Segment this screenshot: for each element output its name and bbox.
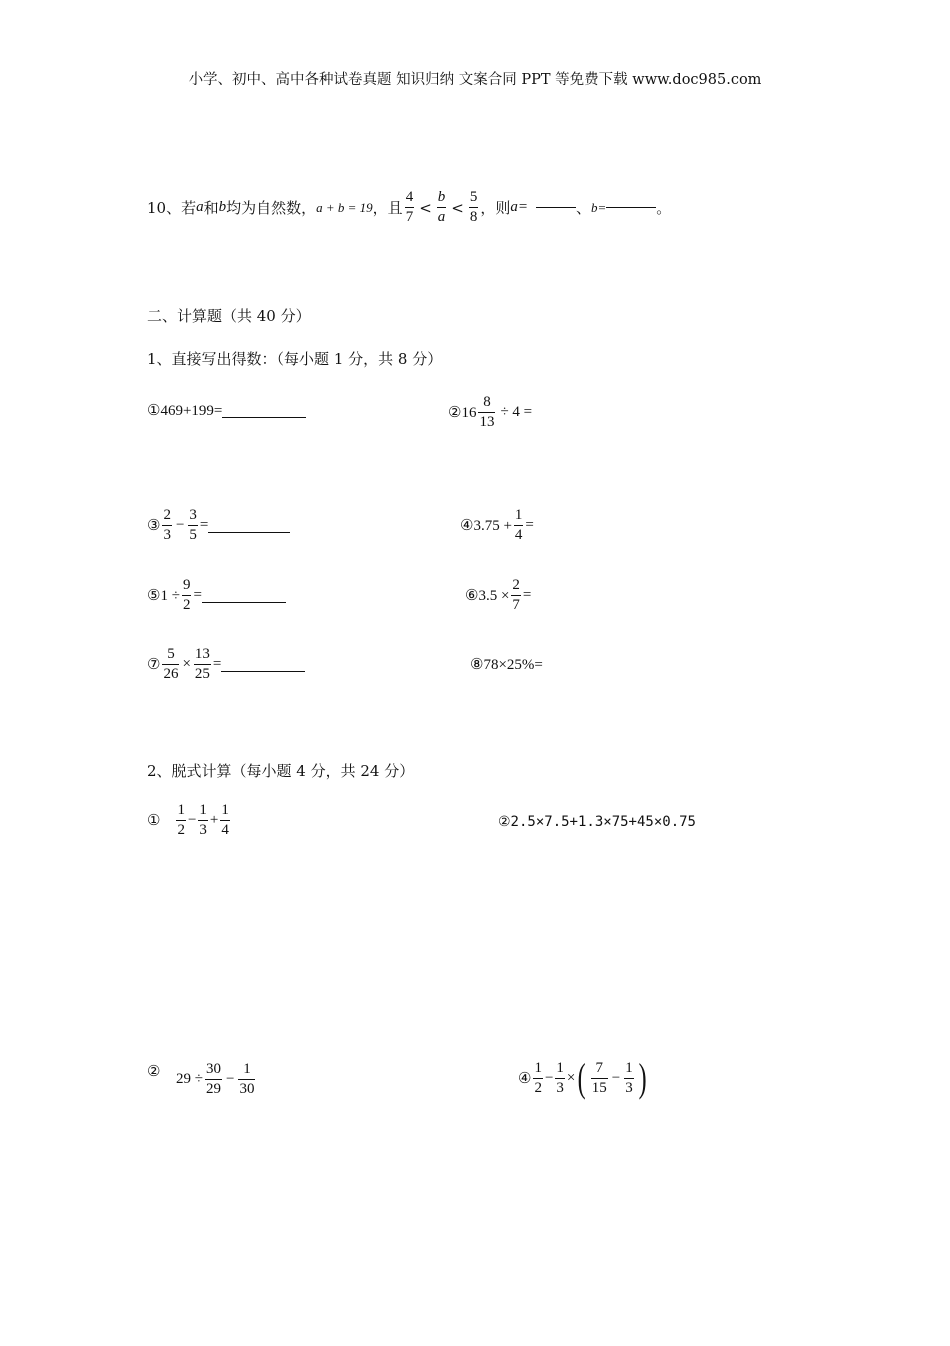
problem-3-b-den: 5: [189, 527, 197, 543]
calc-q4-fraction-c: [591, 1061, 608, 1096]
problem-5: [147, 578, 286, 613]
calc-question-3-label: ②: [147, 1064, 161, 1080]
problem-7-fraction-b: [194, 647, 211, 682]
problem-7-a-den: 26: [163, 666, 179, 682]
calc-q1-a-den: 2: [177, 822, 185, 838]
q10-qie: ，且: [372, 199, 403, 217]
calc-q1-op1: −: [187, 812, 197, 828]
calc-question-2: ②2.5×7.5+1.3×75+45×0.75: [498, 814, 696, 830]
problem-7-a-num: 5: [167, 646, 175, 662]
problem-3-eq: =: [199, 517, 209, 533]
calc-q1-b-num: 1: [199, 802, 207, 818]
calc-q1-op2: +: [209, 812, 219, 828]
problem-6-fraction: [511, 578, 521, 613]
problem-7-eq: =: [212, 656, 222, 672]
problem-2: [448, 395, 532, 430]
q10-ze: ，则: [480, 199, 511, 217]
calc-q4-a-num: 1: [534, 1059, 542, 1076]
calc-question-1: [147, 803, 232, 838]
q10-prefix: 10、若: [147, 199, 197, 217]
problem-6-eq: =: [522, 587, 532, 603]
calc-q4-c-den: 15: [591, 1079, 607, 1096]
problem-7: [147, 647, 305, 682]
problem-5-num: 9: [182, 577, 191, 593]
problem-4-fraction: [514, 508, 524, 543]
question-10: [147, 190, 671, 225]
calc-q4-label: ④: [518, 1070, 532, 1087]
problem-8: ⑧78×25%=: [470, 657, 543, 673]
q10-f1-num: 4: [405, 189, 414, 205]
calc-q1-fraction-b: [198, 803, 208, 838]
problem-3-a-den: 3: [163, 527, 171, 543]
calc-q4-b-num: 1: [556, 1059, 564, 1076]
calc-q3-a-num: 30: [205, 1061, 221, 1077]
problem-5-fraction: [182, 578, 192, 613]
calc-q4-op2: ×: [566, 1069, 576, 1086]
calc-q4-a-den: 2: [534, 1079, 542, 1096]
calc-q3-pre: 29 ÷: [176, 1071, 203, 1087]
calc-q3-b-den: 30: [239, 1081, 255, 1097]
problem-3-fraction-a: [162, 508, 172, 543]
q10-fraction-3: [469, 190, 479, 225]
problem-6-num: 2: [512, 577, 520, 593]
q10-f3-num: 5: [469, 189, 478, 205]
calc-q4-left-paren: (: [578, 1055, 587, 1100]
problem-2-num: 8: [483, 394, 491, 410]
problem-7-label: ⑦: [147, 657, 161, 673]
calc-q3-a-den: 29: [205, 1081, 221, 1097]
q10-end: 。: [656, 199, 672, 217]
calc-q4-d-num: 1: [625, 1059, 633, 1076]
q10-fraction-1: [405, 190, 415, 225]
q10-lt-1: <: [419, 198, 432, 217]
problem-2-den: 13: [479, 414, 495, 430]
calc-q4-op1: −: [544, 1069, 554, 1086]
calc-q4-b-den: 3: [556, 1079, 564, 1096]
problem-6: [465, 578, 531, 613]
q10-f2-num: b: [437, 189, 446, 205]
problem-1: [147, 401, 306, 420]
q10-f3-den: 8: [469, 209, 478, 225]
calc-q1-a-num: 1: [177, 802, 185, 818]
calc-question-3: [176, 1062, 257, 1097]
q10-he: 和: [203, 199, 219, 217]
page-header: 小学、初中、高中各种试卷真题 知识归纳 文案合同 PPT 等免费下载 www.doc985.com: [188, 72, 762, 88]
problem-4-label: ④3.75 +: [460, 518, 512, 534]
q10-var-b: b: [218, 199, 227, 215]
calc-q4-d-den: 3: [625, 1079, 633, 1096]
problem-3-fraction-b: [188, 508, 198, 543]
problem-5-label: ⑤1 ÷: [147, 588, 180, 604]
problem-2-label: ②16: [448, 405, 477, 421]
problem-7-op: ×: [182, 656, 191, 672]
problem-7-fraction-a: [162, 647, 179, 682]
calc-q4-op3: −: [611, 1069, 621, 1086]
problem-1-answer-blank[interactable]: [222, 403, 306, 418]
part-1-title: 1、直接写出得数：（每小题 1 分，共 8 分）: [147, 350, 443, 368]
problem-6-label: ⑥3.5 ×: [465, 588, 510, 604]
calc-q1-c-den: 4: [221, 822, 229, 838]
problem-7-b-den: 25: [194, 666, 210, 682]
problem-4-eq: =: [525, 517, 534, 533]
calc-q4-fraction-d: [624, 1061, 634, 1096]
problem-3-op: −: [175, 517, 185, 533]
problem-4-den: 4: [514, 527, 523, 543]
problem-5-answer-blank[interactable]: [202, 588, 286, 603]
problem-4-num: 1: [514, 507, 523, 523]
q10-var-a: a: [196, 199, 204, 215]
calc-q4-fraction-a: [533, 1061, 543, 1096]
problem-2-tail: ÷ 4 =: [500, 404, 533, 420]
q10-f1-den: 7: [405, 209, 414, 225]
problem-5-den: 2: [182, 597, 191, 613]
problem-7-answer-blank[interactable]: [221, 657, 305, 672]
calc-q3-b-num: 1: [243, 1061, 251, 1077]
problem-4: [460, 508, 534, 543]
calc-q3-op: −: [225, 1071, 235, 1087]
q10-fraction-2: [437, 190, 447, 225]
calc-q1-c-num: 1: [221, 802, 229, 818]
q10-answer-a-blank[interactable]: [536, 207, 576, 208]
problem-6-den: 7: [512, 597, 520, 613]
q10-lt-2: <: [451, 198, 464, 217]
q10-answer-b-blank[interactable]: [606, 207, 656, 208]
q10-a-eq: a=: [510, 199, 528, 215]
problem-5-eq: =: [193, 587, 202, 603]
calc-q3-fraction-a: [205, 1062, 222, 1097]
problem-1-expr: ①469+199=: [147, 403, 223, 419]
q10-mid: 均为自然数，: [226, 199, 317, 217]
calc-question-4: [518, 1055, 649, 1100]
problem-2-fraction: [478, 395, 495, 430]
calc-q1-b-den: 3: [199, 822, 207, 838]
calc-q1-fraction-a: [176, 803, 186, 838]
calc-q3-fraction-b: [238, 1062, 255, 1097]
part-2-title: 2、脱式计算（每小题 4 分，共 24 分）: [147, 762, 415, 780]
calc-q4-fraction-b: [555, 1061, 565, 1096]
q10-f2-den: a: [437, 209, 446, 225]
problem-3-a-num: 2: [163, 507, 171, 523]
problem-3-label: ③: [147, 518, 161, 534]
calc-q4-c-num: 7: [595, 1059, 603, 1076]
q10-sep: 、: [575, 199, 591, 217]
q10-b-eq: b=: [591, 199, 607, 215]
calc-q1-label: ①: [147, 813, 161, 829]
calc-q4-right-paren: ): [638, 1055, 647, 1100]
problem-3-answer-blank[interactable]: [208, 518, 290, 533]
problem-3-b-num: 3: [189, 507, 197, 523]
problem-3: [147, 508, 290, 543]
problem-7-b-num: 13: [194, 646, 210, 662]
q10-sum: a + b = 19: [316, 199, 373, 215]
calc-q1-fraction-c: [220, 803, 230, 838]
section-2-title: 二、计算题（共 40 分）: [147, 307, 311, 325]
